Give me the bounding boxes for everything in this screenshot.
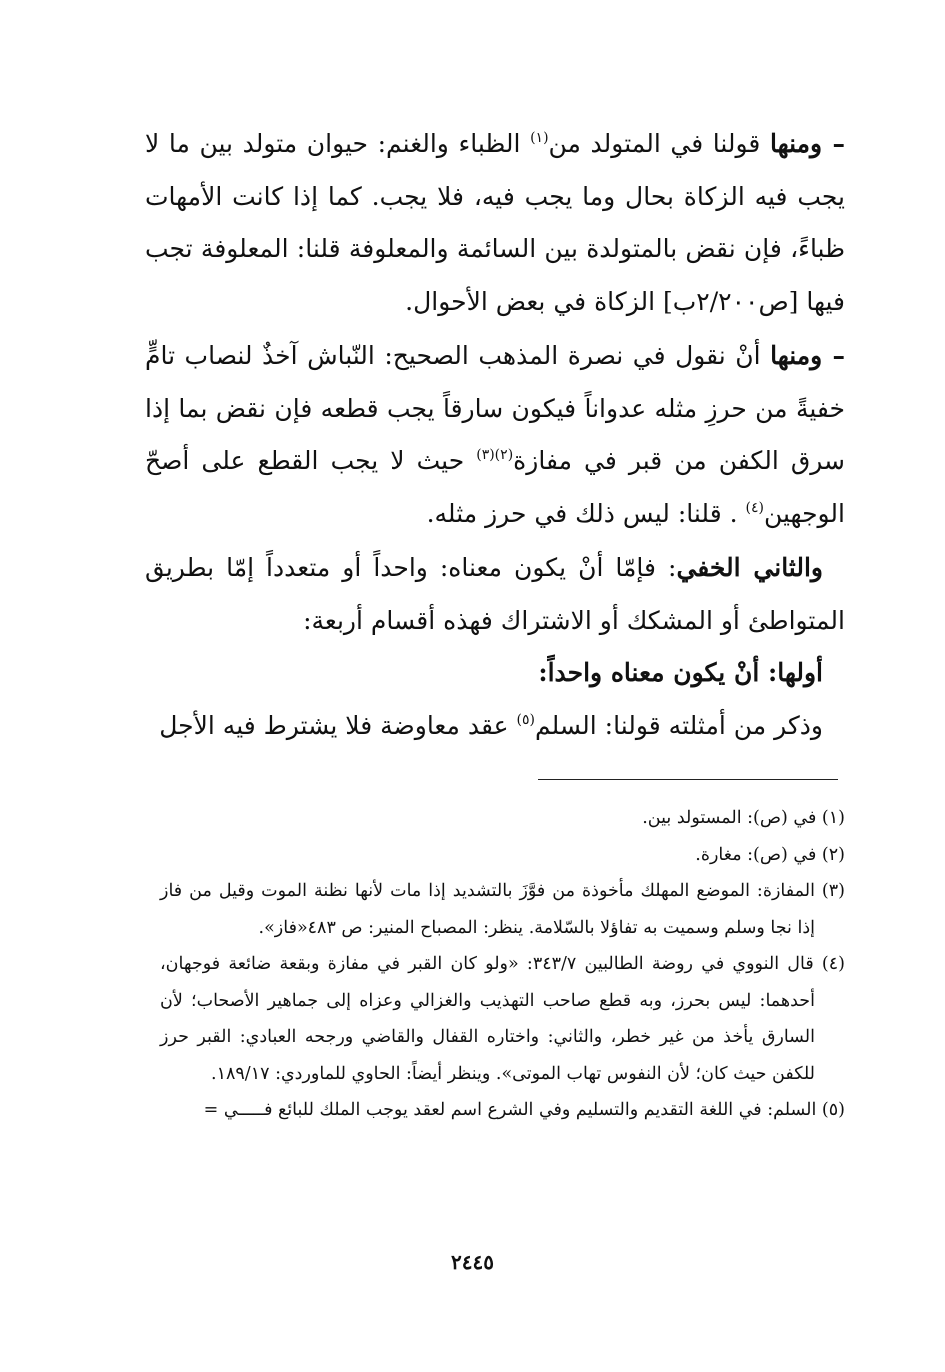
footnote-2: (٢) في (ص): مغارة. [695, 844, 845, 865]
footnote-4: (٤) قال النووي في روضة الطالبين ٣٤٣/٧: «ولو كان القبر في مفازة وبقعة ضائعة فوجهان، أحدهما: ليس بحرز، وبه قطع صاحب التهذيب والغزالي وعزاه إلى جماهير الأصحاب؛ لأن السارق يأخذ من غير خطر، والثاني: واختاره القفال والقاضي ورجحه العبادي: القبر حرز للكفن حيث كان؛ لأن النفوس تهاب الموتى». وينظر أيضاً: الحاوي للماوردي: ١٨٩/١٧. [160, 954, 845, 1084]
paragraph-2-text-b: حيث لا يجب القطع على أصحّ الوجهين [145, 446, 845, 528]
footnote-3: (٣) المفازة: الموضع المهلك مأخوذة من فوَّزَ بالتشديد إذا مات لأنها نظنة الموت وقيل من فاز إذا نجا وسلم وسميت به تفاؤلا بالسّلامة. ينظر: المصباح المنير: ص ٤٨٣«فاز». [160, 881, 845, 938]
paragraph-2-text-a: أنْ نقول في نصرة المذهب الصحيح: النّباش آخذٌ لنصاب تامٍّ خفيةً من حرزِ مثله عدواناً فيكون سارقاً يجب قطعه فإن نقض بما إذا سرق الكفن من قبر في مفازة [145, 341, 845, 475]
paragraph-4 [145, 700, 845, 753]
footnote-5: (٥) السلم: في اللغة التقديم والتسليم وفي الشرع اسم لعقد يوجب الملك للبائع فـــــي = [203, 1100, 845, 1120]
paragraph-3-lead: والثاني الخفي [676, 553, 823, 582]
main-text [145, 118, 845, 752]
footnote-1: (١) في (ص): المستولد بين. [642, 808, 845, 828]
paragraph-1 [145, 118, 845, 328]
paragraph-1-lead: – ومنها [769, 129, 845, 158]
paragraph-4-text-b: عقد معاوضة فلا يشترط فيه الأجل [159, 710, 517, 740]
footnote-ref-5[interactable]: (٥) [516, 711, 535, 728]
paragraph-3-text: : فإمّا أنْ يكون معناه: واحداً أو متعدداً إمّا بطريق المتواطئ أو المشكك أو الاشتراك فهذه أقسام أربعة: [145, 553, 845, 635]
footnotes [160, 800, 845, 1129]
page-number: ٢٤٤٥ [451, 1250, 494, 1274]
footnote-ref-4[interactable]: (٤) [745, 499, 764, 516]
paragraph-2-text-c: . قلنا: ليس ذلك في حرز مثله. [426, 498, 746, 528]
paragraph-4-text-a: وذكر من أمثلته قولنا: السلم [534, 710, 823, 740]
paragraph-3 [145, 542, 845, 647]
paragraph-2-lead: – ومنها [770, 341, 845, 370]
footnote-divider [538, 779, 838, 780]
section-heading: أولها: أنْ يكون معناه واحداً: [538, 658, 823, 687]
footnote-ref-1[interactable]: (١) [530, 130, 549, 146]
paragraph-1-text-a: قولنا في المتولد من [548, 129, 770, 158]
footnote-ref-2-3[interactable]: (٢)(٣) [476, 447, 514, 463]
paragraph-2 [145, 330, 845, 540]
paragraph-1-text-b: الظباء والغنم: حيوان متولد بين ما لا يجب فيه الزكاة بحال وما يجب فيه، فلا يجب. كما إذا كانت الأمهات ظباءً، فإن نقض بالمتولدة بين السائمة والمعلوفة قلنا: المعلوفة تجب فيها [ص٢/٢٠٠ب] الزكاة في بعض الأحوال. [145, 129, 845, 316]
